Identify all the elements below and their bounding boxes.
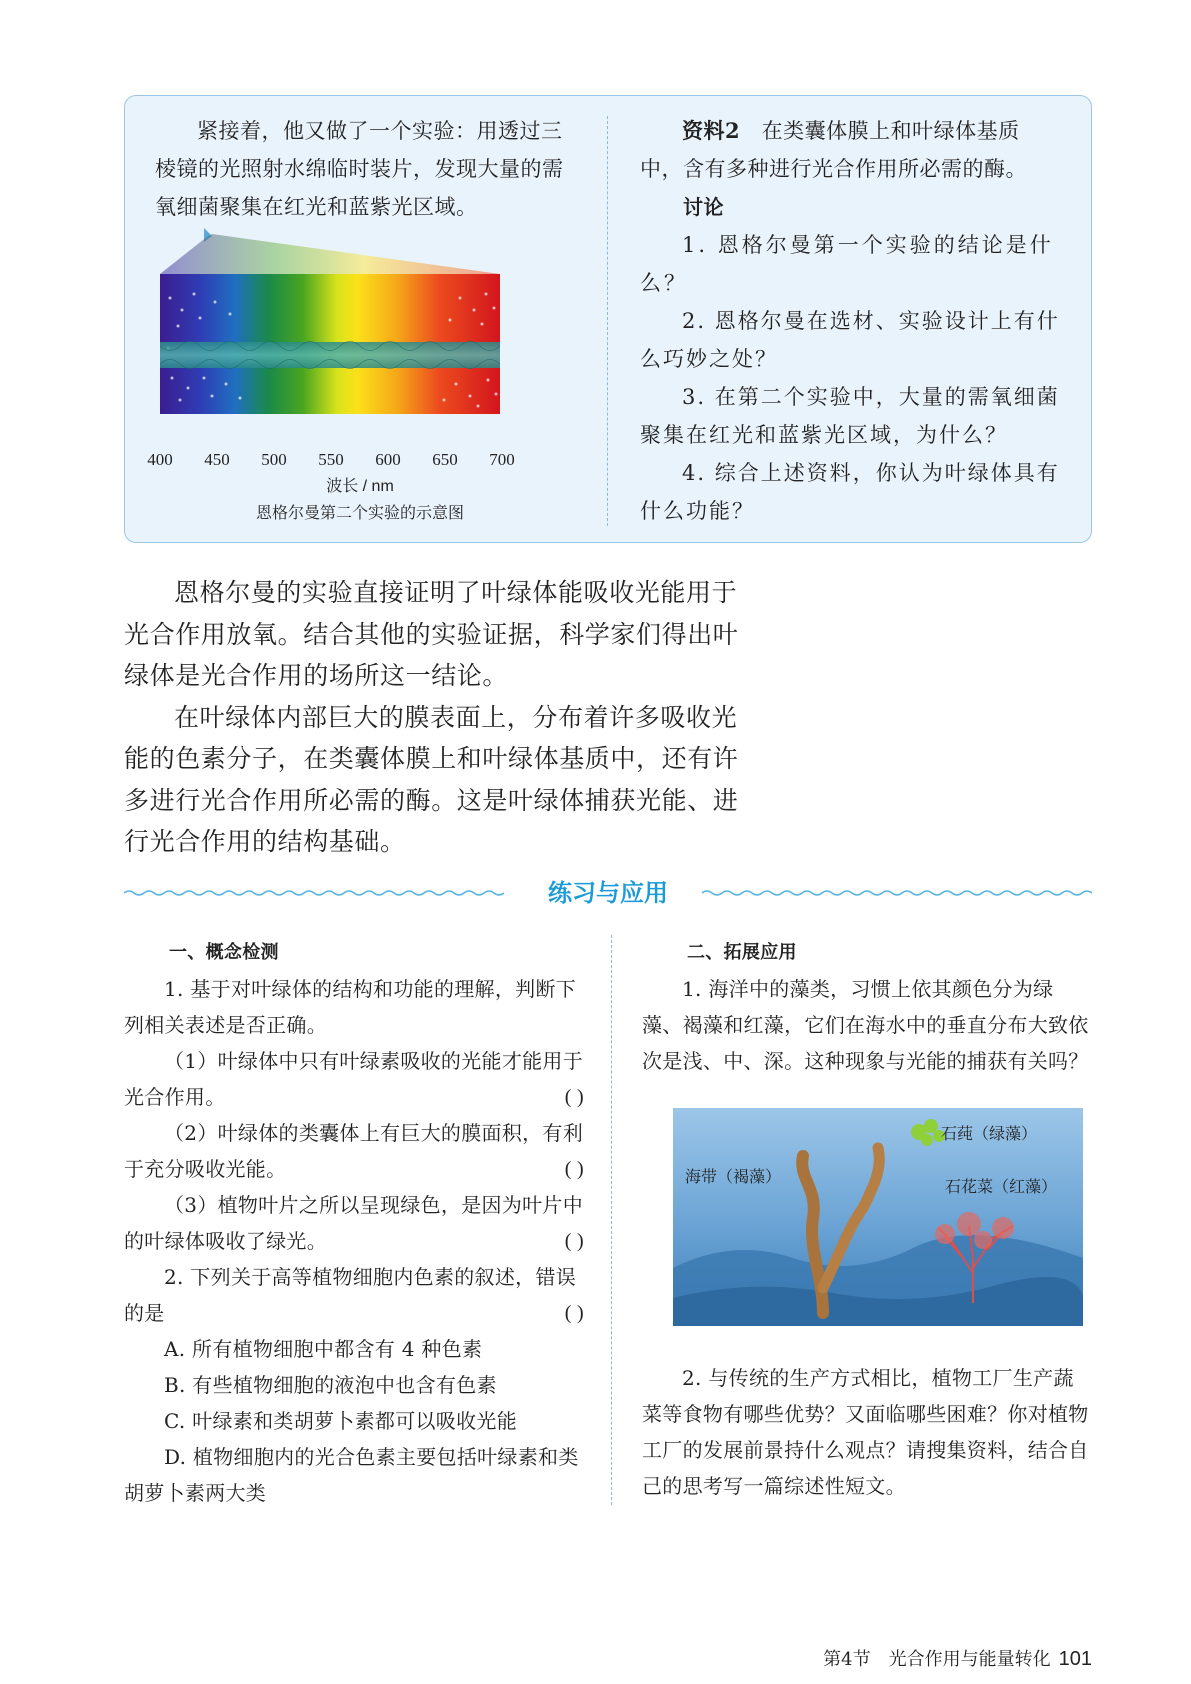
body-paragraph: 在叶绿体内部巨大的膜表面上，分布着许多吸收光能的色素分子，在类囊体膜上和叶绿体基质中，还有许多进行光合作用所必需的酶。这是叶绿体捕获光能、进行光合作用的结构基础。 <box>124 702 739 856</box>
judgement-item: （1）叶绿体中只有叶绿素吸收的光能才能用于光合作用。 ( ) <box>124 1043 584 1115</box>
section-title: 练习与应用 <box>548 879 668 907</box>
spectrum-illustration <box>160 228 560 450</box>
label-green-alga: 石莼（绿藻） <box>941 1124 1038 1143</box>
main-body <box>124 572 744 863</box>
box-divider <box>607 116 608 526</box>
axis-unit: 波长 / nm <box>326 478 394 495</box>
page-number: 101 <box>1058 1648 1092 1670</box>
tick-label: 650 <box>432 450 458 469</box>
body-paragraph: 恩格尔曼的实验直接证明了叶绿体能吸收光能用于光合作用放氧。结合其他的实验证据，科学家们得出叶绿体是光合作用的场所这一结论。 <box>124 578 739 690</box>
experiment-paragraph: 紧接着，他又做了一个实验：用透过三棱镜的光照射水绵临时装片，发现大量的需氧细菌聚集在红光和蓝紫光区域。 <box>155 119 564 219</box>
tick-label: 700 <box>489 450 515 469</box>
discussion-item: 4. 综合上述资料，你认为叶绿体具有什么功能？ <box>640 461 1060 523</box>
question-stem: 2. 下列关于高等植物细胞内色素的叙述，错误的是 ( ) <box>124 1259 584 1331</box>
answer-blank[interactable]: ( ) <box>564 1302 584 1324</box>
judgement-item: （3）植物叶片之所以呈现绿色，是因为叶片中的叶绿体吸收了绿光。 ( ) <box>124 1187 584 1259</box>
answer-blank[interactable]: ( ) <box>564 1086 584 1108</box>
page-footer <box>820 1645 1092 1671</box>
discussion-item: 2. 恩格尔曼在选材、实验设计上有什么巧妙之处？ <box>640 309 1060 371</box>
box-right-text <box>640 112 1060 530</box>
concept-check <box>124 935 584 1511</box>
discussion-heading: 讨论 <box>683 195 724 219</box>
tick-label: 550 <box>318 450 344 469</box>
material-label: 资料2 <box>682 118 741 143</box>
extended-application <box>642 935 1092 1079</box>
column-divider <box>611 935 612 1505</box>
figure-caption: 恩格尔曼第二个实验的示意图 <box>255 503 464 522</box>
question-stem: 1. 海洋中的藻类，习惯上依其颜色分为绿藻、褐藻和红藻，它们在海水中的垂直分布大致依次是浅、中、深。这种现象与光能的捕获有关吗？ <box>642 977 1089 1073</box>
material-text: 在类囊体膜上和叶绿体基质中，含有多种进行光合作用所必需的酶。 <box>640 119 1027 181</box>
label-red-alga: 石花菜（红藻） <box>945 1177 1058 1196</box>
tick-label: 450 <box>204 450 230 469</box>
tick-label: 500 <box>261 450 287 469</box>
answer-blank[interactable]: ( ) <box>564 1230 584 1252</box>
tick-label: 400 <box>147 450 173 469</box>
box-left-text <box>155 112 581 226</box>
option: D. 植物细胞内的光合色素主要包括叶绿素和类胡萝卜素两大类 <box>124 1445 579 1505</box>
option: C. 叶绿素和类胡萝卜素都可以吸收光能 <box>164 1409 518 1433</box>
section-header <box>124 873 1092 913</box>
answer-blank[interactable]: ( ) <box>564 1158 584 1180</box>
tick-label: 600 <box>375 450 401 469</box>
algae-illustration <box>673 1108 1083 1326</box>
wavelength-axis <box>147 450 560 474</box>
chapter-section: 第4节 光合作用与能量转化 <box>823 1649 1051 1670</box>
question-stem: 1. 基于对叶绿体的结构和功能的理解，判断下列相关表述是否正确。 <box>124 977 577 1037</box>
judgement-item: （2）叶绿体的类囊体上有巨大的膜面积，有利于充分吸收光能。 ( ) <box>124 1115 584 1187</box>
column-heading: 一、概念检测 <box>169 942 279 963</box>
option: A. 所有植物细胞中都含有 4 种色素 <box>164 1337 483 1361</box>
discussion-item: 3. 在第二个实验中，大量的需氧细菌聚集在红光和蓝紫光区域，为什么？ <box>640 385 1060 447</box>
discussion-item: 1. 恩格尔曼第一个实验的结论是什么？ <box>640 233 1054 295</box>
label-brown-alga: 海带（褐藻） <box>685 1167 782 1186</box>
column-heading: 二、拓展应用 <box>687 942 797 963</box>
question-stem: 2. 与传统的生产方式相比，植物工厂生产蔬菜等食物有哪些优势？又面临哪些困难？你对植物工厂的发展前景持什么观点？请搜集资料，结合自己的思考写一篇综述性短文。 <box>642 1366 1089 1498</box>
extended-application-2 <box>642 1360 1092 1504</box>
spectrum-figure <box>147 228 560 528</box>
option: B. 有些植物细胞的液泡中也含有色素 <box>164 1373 497 1397</box>
material-2 <box>640 112 1060 188</box>
